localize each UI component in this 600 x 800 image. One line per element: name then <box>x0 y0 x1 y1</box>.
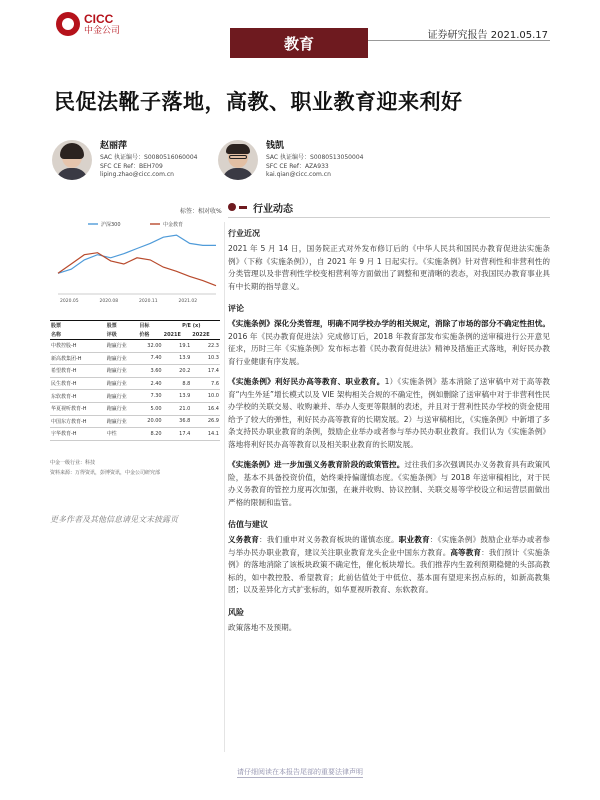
table-cell: 2.40 <box>138 377 162 390</box>
table-header-cell: 价格 <box>138 330 162 340</box>
table-header-row <box>50 321 220 331</box>
table-cell: 21.0 <box>163 402 192 415</box>
subheading-valuation: 估值与建议 <box>228 520 268 529</box>
table-cell: 华夏视听教育-H <box>50 402 106 415</box>
analyst-sfc: SFC CE Ref：BEH709 <box>100 162 163 170</box>
table-row <box>50 352 220 365</box>
analyst-sfc: SFC CE Ref：AZA933 <box>266 162 329 170</box>
body-text: ：我们重申对义务教育板块的谨慎态度。 <box>259 535 399 544</box>
table-row <box>50 415 220 428</box>
table-cell: 跑赢行业 <box>106 415 139 428</box>
paragraph-recent: 2021 年 5 月 14 日，国务院正式对外发布修订后的《中华人民共和国民办教育促进法实施条例》（下称《实施条例》），自 2021 年 9 月 1 日起实行。《实施条例》针对营利性和非营利性的分类管理以及非营利性学校变相营利等方面做出了调整和更清晰的表态，对我国民办教育事业具有中长期的指导意义。 <box>228 244 550 291</box>
comparable-table <box>50 320 220 441</box>
table-cell: 7.30 <box>138 390 162 403</box>
table-cell: 8.20 <box>138 428 162 441</box>
cicc-logo <box>56 12 120 36</box>
table-cell: 7.40 <box>138 352 162 365</box>
table-cell: 13.9 <box>163 352 192 365</box>
footer-disclaimer <box>0 767 600 777</box>
table-cell: 希望教育-H <box>50 365 106 378</box>
analyst-photo <box>218 140 258 180</box>
table-cell: 东软教育-H <box>50 390 106 403</box>
analyst-photo <box>52 140 92 180</box>
body-text: 2016 年《民办教育促进法》完成修订后，2018 年教育部发布实施条例的送审稿进行公开意见征求，历时三年《实施条例》发布标志着《民办教育促进法》精神及措施正式落地，利好民办教育行业健康有序发展。 <box>228 331 550 366</box>
lead-text: 职业教育 <box>398 535 430 544</box>
rating-label: 标签：相对收% <box>180 208 222 215</box>
table-cell: 3.60 <box>138 365 162 378</box>
logo-cn: 中金公司 <box>84 25 121 36</box>
table-cell: 跑赢行业 <box>106 365 139 378</box>
series-line <box>58 253 216 286</box>
table-cell: 22.3 <box>191 340 220 353</box>
table-header-cell: P/E (x) <box>182 322 201 329</box>
table-header-cell: 目标 <box>139 323 150 329</box>
table-cell: 36.8 <box>163 415 192 428</box>
lead-text: 《实施条例》深化分类管理，明确不同学校办学的相关规定，消除了市场的部分不确定性担忧。 <box>228 319 550 328</box>
lead-text: 《实施条例》利好民办高等教育、职业教育。 <box>228 377 385 386</box>
table-cell: 17.4 <box>163 428 192 441</box>
table-notes <box>50 458 160 478</box>
analyst-email[interactable]: liping.zhao@cicc.com.cn <box>100 171 174 178</box>
cicc-logo-icon <box>56 12 80 36</box>
paragraph-comment-2 <box>228 376 550 451</box>
table-row <box>50 390 220 403</box>
legend-label: 沪深300 <box>101 222 121 228</box>
table-cell: 跑赢行业 <box>106 377 139 390</box>
more-info-note: 更多作者及其他信息请见文末披露页 <box>50 515 178 524</box>
table-cell: 13.9 <box>163 390 192 403</box>
table-row <box>50 340 220 353</box>
analyst-sac: SAC 执证编号：S0080516060004 <box>100 154 198 161</box>
table-note: 中金一级行业：科技 <box>50 460 96 466</box>
paragraph-comment-3 <box>228 459 550 509</box>
analyst-name: 赵丽萍 <box>100 141 128 151</box>
x-tick-label: 2020.11 <box>139 299 158 304</box>
bar-icon <box>239 206 247 209</box>
table-row <box>50 365 220 378</box>
table-cell: 民生教育-H <box>50 377 106 390</box>
table-cell: 新高教集团-H <box>50 352 106 365</box>
report-date: 证券研究报告 2021.05.17 <box>427 30 548 41</box>
main-content <box>228 200 550 634</box>
table-cell: 跑赢行业 <box>106 340 139 353</box>
table-cell: 跑赢行业 <box>106 352 139 365</box>
bullet-icon <box>228 203 236 211</box>
table-header-cell: 名称 <box>50 330 106 340</box>
performance-chart-svg <box>52 218 222 306</box>
performance-chart <box>52 218 222 306</box>
table-cell: 20.00 <box>138 415 162 428</box>
paragraph-valuation <box>228 534 550 597</box>
table-cell: 中国东方教育-H <box>50 415 106 428</box>
section-heading <box>228 200 550 214</box>
body-text: ：《实施条例》鼓励企业举办或者参与举办民办职业教育，建议关注职业教育龙头企业中国东方教育。 <box>228 535 551 557</box>
table-cell: 19.1 <box>163 340 192 353</box>
table-cell: 跑赢行业 <box>106 402 139 415</box>
paragraph-comment-1 <box>228 318 550 368</box>
x-tick-label: 2020.05 <box>60 299 79 304</box>
paragraph-risk: 政策落地不及预期。 <box>228 622 297 632</box>
table-cell: 10.3 <box>191 352 220 365</box>
table-header-row <box>50 330 220 340</box>
table-row <box>50 377 220 390</box>
subheading-comment: 评论 <box>228 304 244 313</box>
section-tab: 教育 <box>230 28 368 58</box>
analyst-name: 钱凯 <box>266 141 285 151</box>
body-text: ：我们预计《实施条例》的落地消除了该板块政策不确定性，催化板块增长。我们推荐内生盈利预期稳健的头部高教标的，如中教控股、希望教育；此前估值处于中低位、基本面有望迎来拐点标的，如新高教集团；以及差异化方式扩张标的，如华夏视听教育、东软教育。 <box>228 547 551 594</box>
table-source: 资料来源：万得资讯，彭博资讯，中金公司研究部 <box>50 470 161 476</box>
table-cell: 跑赢行业 <box>106 390 139 403</box>
analyst-email[interactable]: kai.qian@cicc.com.cn <box>266 171 331 178</box>
table-cell: 26.9 <box>191 415 220 428</box>
table-cell: 中性 <box>106 428 139 441</box>
body-text: 1）《实施条例》基本消除了送审稿中对于高等教育“内生外延”增长模式以及 VIE 架构相关合规的不确定性，例如删除了送审稿中对于非营利性民办学校的关联交易、收购兼并、举办人变更等限制的表述，并且对于营利性民办学校的资金使用给予了较大的弹性，利好民办高等教育的长期发展。2）与送审稿相比，《实施条例》中新增了多条支持民办职业教育的条例，鼓励企业举办或者参与举办民办职业教育。我们认为《实施条例》落地将利好民办高等教育以及相关职业教育的长期发展。 <box>228 377 551 449</box>
analyst-sac: SAC 执证编号：S0080513050004 <box>266 154 364 161</box>
table-cell: 14.1 <box>191 428 220 441</box>
table-row <box>50 428 220 441</box>
lead-text: 高等教育 <box>450 547 482 557</box>
report-title: 民促法靴子落地，高教、职业教育迎来利好 <box>54 90 463 114</box>
legend-label: 中金教育 <box>163 222 184 228</box>
table-header-cell: 2022E <box>191 330 220 340</box>
subheading-recent: 行业近况 <box>228 229 260 238</box>
table-header-cell: 2021E <box>163 330 192 340</box>
table-cell: 16.4 <box>191 402 220 415</box>
table-cell: 17.4 <box>191 365 220 378</box>
logo-en: CICC <box>84 11 114 26</box>
table-header-cell: 股票 <box>106 323 117 329</box>
table-cell: 8.8 <box>163 377 192 390</box>
section-heading-text: 行业动态 <box>253 203 293 215</box>
series-line <box>58 235 216 273</box>
table-header-cell: 评级 <box>106 330 139 340</box>
table-cell: 20.2 <box>163 365 192 378</box>
table-cell: 7.6 <box>191 377 220 390</box>
table-cell: 中教控股-H <box>50 340 106 353</box>
table-cell: 5.00 <box>138 402 162 415</box>
subheading-risk: 风险 <box>228 607 244 617</box>
lead-text: 义务教育 <box>228 535 260 544</box>
table-cell: 32.00 <box>138 340 162 353</box>
x-tick-label: 2020.08 <box>99 299 119 304</box>
table-cell: 10.0 <box>191 390 220 403</box>
table-header-cell: 股票 <box>51 323 62 329</box>
x-tick-label: 2021.02 <box>178 299 198 304</box>
footer-link[interactable]: 请仔细阅读在本报告尾部的重要法律声明 <box>237 768 363 776</box>
table-row <box>50 402 220 415</box>
column-divider <box>224 222 225 752</box>
section-rule <box>228 217 550 218</box>
body-text: 过往我们多次强调民办义务教育具有政策风险，基本不具备投资价值，始终秉持偏谨慎态度。《实施条例》与 2018 年送审稿相比，对于民办义务教育的管控力度再次加强，在兼并收购、协议控制、关联交易等学校设立和运营层面做出严格的限制和监管。 <box>228 460 550 507</box>
table-cell: 宇华教育-H <box>50 428 106 441</box>
lead-text: 《实施条例》进一步加强义务教育阶段的政策管控。 <box>228 460 405 469</box>
